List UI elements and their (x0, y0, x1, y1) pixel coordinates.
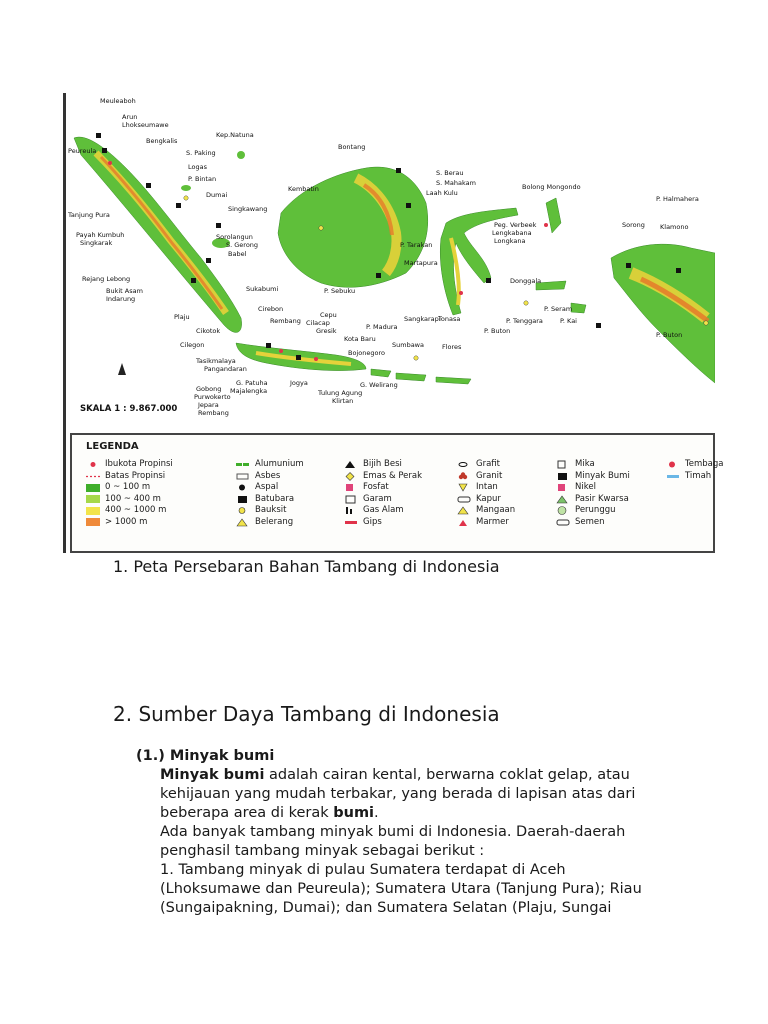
legend-column (236, 459, 304, 528)
bronze-icon (556, 506, 570, 515)
graphite-icon (457, 460, 471, 469)
phosphate-icon (344, 483, 358, 492)
legend-label: Granit (476, 470, 503, 481)
legend-item (86, 517, 173, 529)
place-label: Flores (442, 343, 462, 351)
legend-column (666, 459, 723, 482)
legend-item (236, 494, 304, 506)
legend-item (457, 505, 515, 517)
red-dot-icon (86, 460, 100, 469)
legend-label: Aspal (255, 482, 279, 493)
place-label: Tasikmalaya (196, 357, 236, 365)
place-label: Dumai (206, 191, 228, 199)
bauxite-icon (236, 506, 250, 515)
salt-icon (344, 495, 358, 504)
place-label: Sorong (622, 221, 645, 229)
legend-item (457, 471, 515, 483)
place-label: Kep.Natuna (216, 131, 254, 139)
place-label: Gobong (196, 385, 222, 393)
legend-label: 400 ~ 1000 m (105, 505, 167, 516)
place-label: G. Patuha (236, 379, 268, 387)
legend-label: Garam (363, 493, 392, 504)
place-label: Cilacap (306, 319, 330, 327)
place-label: Jogya (290, 379, 308, 387)
legend-item (86, 482, 173, 494)
copper-icon (666, 460, 680, 469)
cement-icon (556, 518, 570, 527)
place-label: Logas (188, 163, 207, 171)
legend-label: Timah (685, 470, 712, 481)
place-label: Rembang (270, 317, 301, 325)
legend-item (344, 482, 422, 494)
place-label: Gresik (316, 327, 337, 335)
body-text (160, 766, 720, 918)
legend-column (457, 459, 515, 528)
asbestos-icon (236, 472, 250, 481)
legend-item (457, 517, 515, 529)
nickel-icon (556, 483, 570, 492)
legend-label: Asbes (255, 470, 281, 481)
legend-item (344, 494, 422, 506)
swatch-orange-icon (86, 518, 100, 527)
place-label: Tonasa (438, 315, 461, 323)
place-label: P. Bintan (188, 175, 217, 183)
legend-label: 100 ~ 400 m (105, 493, 161, 504)
legend-label: Kapur (476, 493, 501, 504)
swatch-green-icon (86, 483, 100, 492)
legend-label: Marmer (476, 516, 509, 527)
place-label: Donggala (510, 277, 542, 285)
quartz-sand-icon (556, 495, 570, 504)
north-arrow-icon (118, 363, 126, 375)
natuna-island (237, 151, 245, 159)
maluku-islands (536, 198, 586, 313)
place-label: P. Buton (656, 331, 683, 339)
place-label: Payah Kumbuh (76, 231, 125, 239)
place-label: P. Madura (366, 323, 398, 331)
place-label: S. Berau (436, 169, 464, 177)
legend-column (556, 459, 630, 528)
gold-silver-icon (344, 472, 358, 481)
paragraph-line: Ada banyak tambang minyak bumi di Indonesia. Daerah-daerah (160, 824, 626, 840)
place-label: Longkana (494, 237, 526, 245)
iron-ore-icon (344, 460, 358, 469)
map-caption: 1. Peta Persebaran Bahan Tambang di Indonesia (113, 557, 500, 576)
legend-label: Intan (476, 482, 498, 493)
place-label: P. Sebuku (324, 287, 356, 295)
coal-icon (236, 495, 250, 504)
legend-item (556, 517, 630, 529)
legend-item (344, 505, 422, 517)
marble-icon (457, 518, 471, 527)
place-label: Purwokerto (194, 393, 231, 401)
legend-label: Pasir Kwarsa (575, 493, 629, 504)
legend-label: Gas Alam (363, 505, 404, 516)
place-label: P. Tenggara (506, 317, 543, 325)
subsection-heading: (1.) Minyak bumi (136, 748, 275, 764)
place-label: Kota Baru (344, 335, 376, 343)
place-label: Cilegon (180, 341, 205, 349)
place-label: Jepara (198, 401, 219, 409)
legend-item (236, 517, 304, 529)
legend-item (86, 494, 173, 506)
place-label: Singkarak (80, 239, 113, 247)
place-label: Peureula (68, 147, 97, 155)
place-label: Martapura (404, 259, 438, 267)
paragraph-line: penghasil tambang minyak sebagai berikut : (160, 843, 485, 859)
paragraph-line: kehijauan yang mudah terbakar, yang berada di lapisan atas dari (160, 786, 636, 802)
place-label: Sumbawa (392, 341, 424, 349)
legend-item (556, 471, 630, 483)
legend-label: Belerang (255, 516, 294, 527)
legend-item (666, 471, 723, 483)
legend-label: Bijih Besi (363, 459, 402, 470)
legend-label: Batubara (255, 493, 295, 504)
place-label: Kembatin (288, 185, 319, 193)
legend-label: Fosfat (363, 482, 389, 493)
swatch-yellow-icon (86, 506, 100, 515)
diamond-icon (457, 483, 471, 492)
place-label: Babel (228, 250, 247, 258)
place-label: Bukit Asam (106, 287, 143, 295)
place-label: Sorolangun (216, 233, 253, 241)
place-label: Klirtan (332, 397, 354, 405)
place-label: Lhokseumawe (122, 121, 169, 129)
place-label: Cikotok (196, 327, 221, 335)
legend-item (86, 459, 173, 471)
oil-icon (556, 472, 570, 481)
legend-label: Emas & Perak (363, 470, 422, 481)
place-label: Sangkarapi (404, 315, 441, 323)
paragraph-line: beberapa area di kerak bumi. (160, 805, 379, 821)
place-label: G. Welirang (360, 381, 398, 389)
legend-title: LEGENDA (86, 441, 139, 452)
legend-label: Batas Propinsi (105, 470, 166, 481)
place-label: Plaju (174, 313, 190, 321)
dashed-line-icon (86, 472, 100, 481)
section-heading: 2. Sumber Daya Tambang di Indonesia (113, 702, 500, 726)
legend-label: 0 ~ 100 m (105, 482, 151, 493)
map-scale: SKALA 1 : 9.867.000 (80, 404, 178, 414)
natural-gas-icon (344, 506, 358, 515)
legend-item (236, 505, 304, 517)
legend-item (86, 471, 173, 483)
legend-label: Mika (575, 459, 595, 470)
paragraph-line: (Lhoksumawe dan Peureula); Sumatera Utara (Tanjung Pura); Riau (160, 881, 642, 897)
sulfur-icon (236, 518, 250, 527)
place-label: Majalengka (230, 387, 268, 395)
place-label: Klamono (660, 223, 689, 231)
legend-label: Nikel (575, 482, 596, 493)
swatch-lightgreen-icon (86, 495, 100, 504)
legend-item (344, 471, 422, 483)
legend (70, 433, 724, 553)
place-label: Bengkalis (146, 137, 178, 145)
paragraph-line: (Sungaipakning, Dumai); dan Sumatera Selatan (Plaju, Sungai (160, 900, 612, 916)
mica-icon (556, 460, 570, 469)
place-label: Singkawang (228, 205, 268, 213)
legend-item (556, 494, 630, 506)
place-label: Lengkabana (492, 229, 532, 237)
legend-item (457, 482, 515, 494)
place-label: Meuleaboh (100, 97, 136, 105)
place-label: P. Buton (484, 327, 511, 335)
tin-icon (666, 472, 680, 481)
legend-label: Minyak Bumi (575, 470, 630, 481)
legend-item (457, 494, 515, 506)
asphalt-icon (236, 483, 250, 492)
legend-item (457, 459, 515, 471)
place-label: P. Tarakan (400, 241, 433, 249)
indonesia-mining-map (63, 93, 724, 553)
legend-item (236, 459, 304, 471)
paragraph-line: Minyak bumi adalah cairan kental, berwarna coklat gelap, atau (160, 767, 630, 783)
place-label: Sukabumi (246, 285, 279, 293)
place-label: Arun (122, 113, 138, 121)
legend-item (556, 459, 630, 471)
legend-item (666, 459, 723, 471)
place-label: P. Seram (544, 305, 573, 313)
legend-column (344, 459, 422, 528)
place-label: Peg. Verbeek (494, 221, 537, 229)
legend-label: Bauksit (255, 505, 287, 516)
gypsum-icon (344, 518, 358, 527)
place-label: Cirebon (258, 305, 284, 313)
legend-label: Gips (363, 516, 382, 527)
paragraph-line: 1. Tambang minyak di pulau Sumatera terdapat di Aceh (160, 862, 566, 878)
legend-item (344, 517, 422, 529)
place-label: Bojonegoro (348, 349, 385, 357)
place-label: Indarung (106, 295, 136, 303)
legend-item (344, 459, 422, 471)
granite-icon (457, 472, 471, 481)
legend-label: > 1000 m (105, 516, 148, 527)
legend-label: Perunggu (575, 505, 616, 516)
place-label: Tanjung Pura (68, 211, 110, 219)
legend-item (236, 471, 304, 483)
place-label: Bolong Mongondo (522, 183, 581, 191)
legend-label: Semen (575, 516, 605, 527)
aluminium-icon (236, 460, 250, 469)
legend-item (556, 505, 630, 517)
place-label: S. Paking (186, 149, 216, 157)
legend-column (86, 459, 173, 528)
map-graphic (66, 93, 715, 428)
place-label: Cepu (320, 311, 337, 319)
legend-label: Tembaga (685, 459, 724, 470)
place-label: S. Gerong (226, 241, 259, 249)
limestone-icon (457, 495, 471, 504)
place-label: S. Mahakam (436, 179, 476, 187)
place-label: Tulung Agung (318, 389, 363, 397)
legend-item (556, 482, 630, 494)
legend-item (236, 482, 304, 494)
legend-label: Ibukota Propinsi (105, 459, 173, 470)
place-label: P. Kai (560, 317, 577, 325)
place-label: Rejang Lebong (82, 275, 131, 283)
legend-label: Grafit (476, 459, 500, 470)
place-label: Laah Kulu (426, 189, 458, 197)
place-label: Rembang (198, 409, 229, 417)
place-label: P. Halmahera (656, 195, 699, 203)
place-label: Bontang (338, 143, 366, 151)
legend-label: Mangaan (476, 505, 516, 516)
manganese-icon (457, 506, 471, 515)
legend-label: Alumunium (255, 459, 304, 470)
place-label: Pangandaran (204, 365, 247, 373)
legend-item (86, 505, 173, 517)
